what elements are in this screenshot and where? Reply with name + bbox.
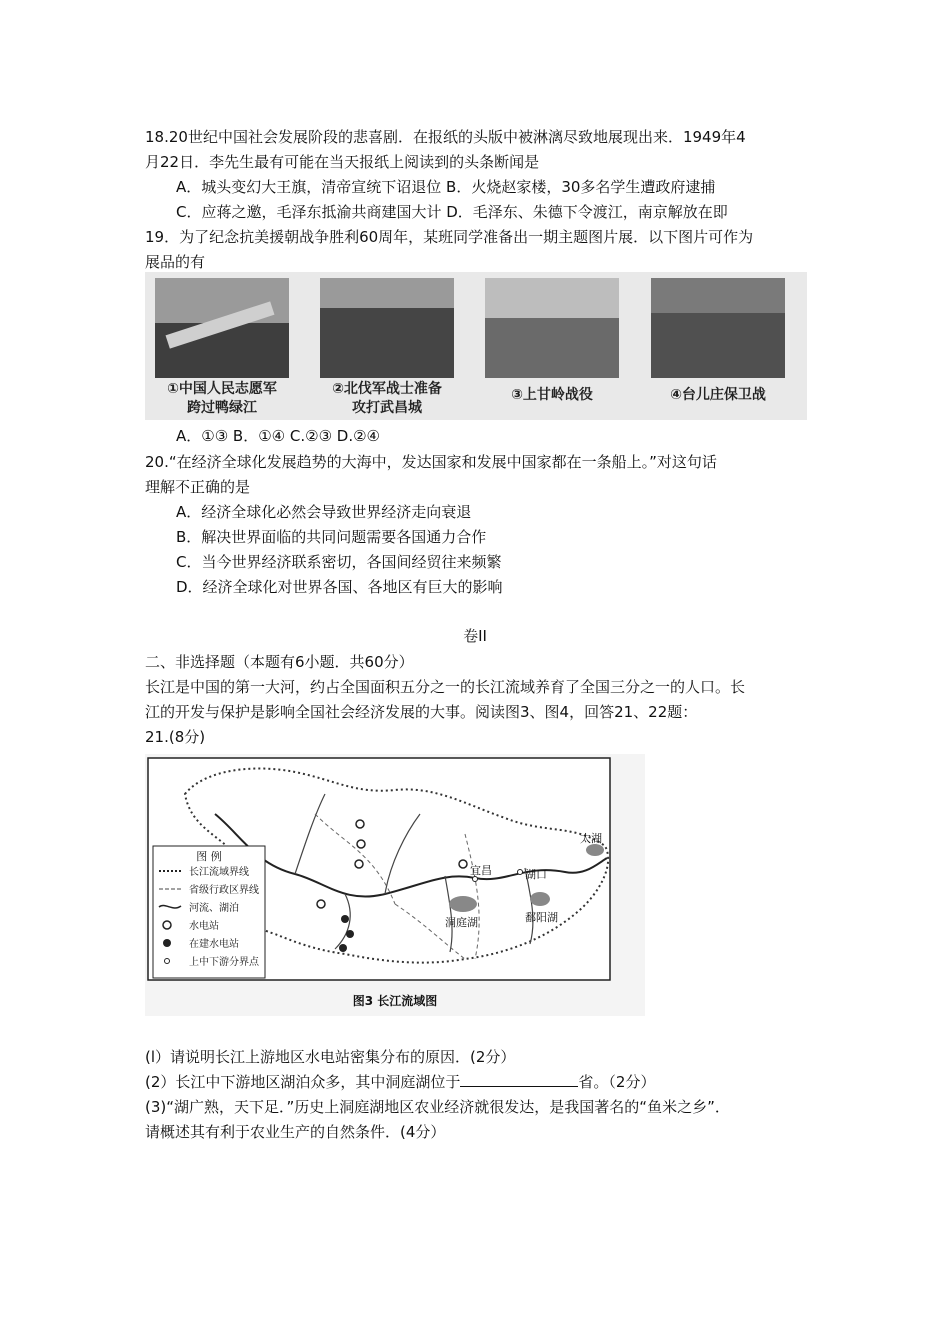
- photo-shangganling: [485, 278, 619, 378]
- map-label-dongting: 洞庭湖: [445, 916, 478, 929]
- q20-stem-line2: 理解不正确的是: [145, 478, 251, 496]
- q19-stem-line1: 19．为了纪念抗美援朝战争胜利60周年，某班同学准备出一期主题图片展．以下图片可作为: [145, 228, 754, 246]
- map-label-hukou: 湖口: [525, 868, 547, 881]
- q19-photo-strip: [145, 272, 807, 420]
- q21-sub1: (l）请说明长江上游地区水电站密集分布的原因．(2分）: [145, 1048, 516, 1066]
- q21-sub3-line2: 请概述其有利于农业生产的自然条件．(4分）: [145, 1123, 446, 1141]
- photo-caption-3: ③上甘岭战役: [511, 387, 593, 403]
- photo-caption-2: ②北伐军战士准备 攻打武昌城: [332, 381, 442, 416]
- map-caption: 图3 长江流域图: [352, 994, 438, 1008]
- map-label-yichang: 宜昌: [470, 864, 492, 877]
- answer-blank[interactable]: [460, 1072, 578, 1087]
- part2-title: 卷II: [463, 627, 487, 645]
- part2-intro-line2: 江的开发与保护是影响全国社会经济发展的大事。阅读图3、图4，回答21、22题：: [145, 703, 698, 721]
- q20-option-b: B．解决世界面临的共同问题需要各国通力合作: [176, 528, 487, 546]
- photo-yalu-river: [155, 278, 289, 378]
- q21-label: 21.(8分): [145, 728, 206, 746]
- q19-options: A．①③ B．①④ C.②③ D.②④: [176, 427, 380, 445]
- part2-heading: 二、非选择题（本题有6小题．共60分）: [145, 653, 414, 671]
- q21-sub2: (2）长江中下游地区湖泊众多，其中洞庭湖位于 省。（2分）: [145, 1073, 656, 1091]
- q18-options-line2: C．应蒋之邀，毛泽东抵渝共商建国大计 D．毛泽东、朱德下令渡江，南京解放在即: [176, 203, 728, 221]
- q20-stem-line1: 20.“在经济全球化发展趋势的大海中，发达国家和发展中国家都在一条船上。”对这句话: [145, 453, 717, 471]
- q20-option-a: A．经济全球化必然会导致世界经济走向衰退: [176, 503, 472, 521]
- map-legend-title: 图 例: [196, 850, 222, 863]
- map-label-poyang: 鄱阳湖: [525, 911, 558, 924]
- q18-options-line1: A．城头变幻大王旗，清帝宣统下诏退位 B．火烧赵家楼，30多名学生遭政府逮捕: [176, 178, 716, 196]
- photo-northern-expedition: [320, 278, 454, 378]
- q21-sub3-line1: (3)“湖广熟，天下足．”历史上洞庭湖地区农业经济就很发达，是我国著名的“鱼米之乡”．: [145, 1098, 730, 1116]
- yangtze-basin-map: [145, 754, 645, 1016]
- part2-intro-line1: 长江是中国的第一大河，约占全国面积五分之一的长江流域养育了全国三分之一的人口。长: [145, 678, 746, 696]
- q20-option-c: C．当今世界经济联系密切，各国间经贸往来频繁: [176, 553, 502, 571]
- photo-taierzhuang: [651, 278, 785, 378]
- map-label-taihu: 太湖: [580, 832, 602, 845]
- q20-option-d: D．经济全球化对世界各国、各地区有巨大的影响: [176, 578, 503, 596]
- q18-stem-line2: 月22日．李先生最有可能在当天报纸上阅读到的头条断闻是: [145, 153, 540, 171]
- q18-stem-line1: 18.20世纪中国社会发展阶段的悲喜剧．在报纸的头版中被淋漓尽致地展现出来．1949年4: [145, 128, 746, 146]
- q19-stem-line2: 展品的有: [145, 253, 206, 271]
- map-legend-items: 长江流域界线 省级行政区界线 河流、湖泊 水电站 在建水电站 上中下游分界点: [189, 867, 259, 968]
- photo-caption-1: ①中国人民志愿军 跨过鸭绿江: [167, 381, 277, 416]
- photo-caption-4: ④台儿庄保卫战: [670, 387, 766, 403]
